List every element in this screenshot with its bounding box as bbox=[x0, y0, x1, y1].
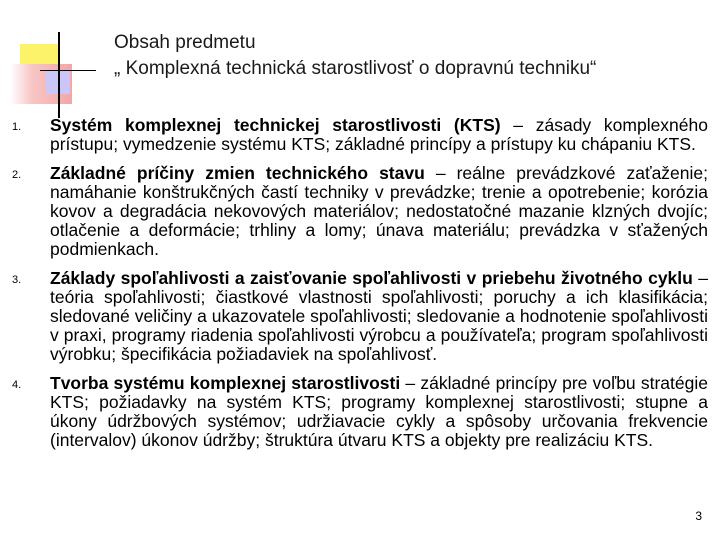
page-number: 3 bbox=[695, 509, 702, 523]
item-text bbox=[50, 269, 708, 364]
list-item bbox=[12, 374, 708, 450]
item-number: 1. bbox=[12, 121, 22, 133]
list-item bbox=[12, 164, 708, 259]
item-body: – teória spoľahlivosti; čiastkové vlastnosti spoľahlivosti; poruchy a ich klasifikácia; sledované veličiny a ukazovatele spoľahlivosti; sledovanie a hodnotenie spoľahlivosti v praxi, programy riadenia spoľahlivosti výrobcu a používateľa; program spoľahlivosti výrobku; špecifikácia požiadaviek na spoľahlivosť. bbox=[50, 268, 708, 364]
slide-title bbox=[114, 30, 596, 82]
decorative-horizontal-line bbox=[40, 70, 96, 71]
item-number: 2. bbox=[12, 169, 22, 181]
title-line-1: Obsah predmetu bbox=[114, 32, 256, 53]
item-number: 3. bbox=[12, 274, 22, 286]
decorative-vertical-line bbox=[58, 32, 60, 118]
item-body: – základné princípy pre voľbu stratégie KTS; požiadavky na systém KTS; programy komplexnej starostlivosti; stupne a úkony údržbových systémov; udržiavacie cykly a spôsoby určovania frekvencie (intervalov) úkonov údržby; štruktúra útvaru KTS a objekty pre realizáciu KTS. bbox=[50, 373, 708, 450]
item-heading: Systém komplexnej technickej starostlivosti (KTS) bbox=[50, 115, 501, 135]
list-item bbox=[12, 116, 708, 154]
item-text bbox=[50, 116, 708, 154]
title-line-2: „ Komplexná technická starostlivosť o dopravnú techniku“ bbox=[114, 58, 597, 79]
content-list bbox=[12, 116, 708, 460]
item-number: 4. bbox=[12, 379, 22, 391]
item-heading: Základné príčiny zmien technického stavu bbox=[50, 163, 425, 183]
item-heading: Základy spoľahlivosti a zaisťovanie spoľahlivosti v priebehu životného cyklu bbox=[50, 268, 693, 288]
item-text bbox=[50, 374, 708, 450]
list-item bbox=[12, 269, 708, 364]
item-body: – zásady komplexného prístupu; vymedzenie systému KTS; základné princípy a prístupy ku chápaniu KTS. bbox=[50, 115, 708, 154]
item-body: – reálne prevádzkové zaťaženie; namáhanie konštrukčných častí techniky v prevádzke; trenie a opotrebenie; korózia kovov a degradácia nekovových materiálov; nedostatočné mazanie klzných dvojíc; otlačenie a deformácie; trhliny a lomy; únava materiálu; prevádzka v sťažených podmienkach. bbox=[50, 163, 708, 259]
item-heading: Tvorba systému komplexnej starostlivosti bbox=[50, 373, 401, 393]
item-text bbox=[50, 164, 708, 259]
